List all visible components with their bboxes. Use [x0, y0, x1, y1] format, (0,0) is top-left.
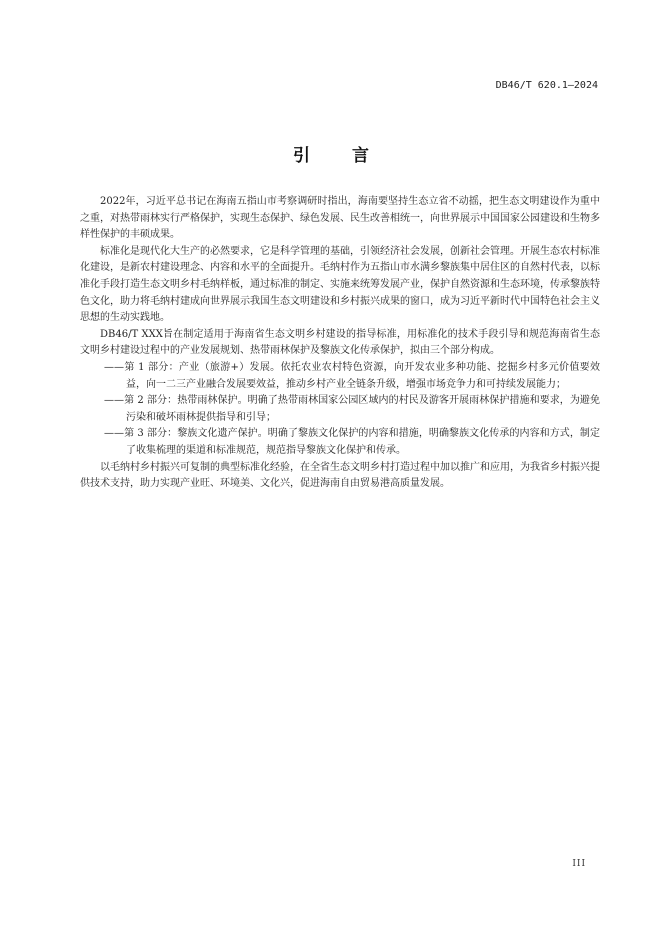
paragraph-4: 以毛纳村乡村振兴可复制的典型标准化经验，在全省生态文明乡村打造过程中加以推广和应用，为我省乡村振兴提供技术支持，助力实现产业旺、环境美、文化兴，促进海南自由贸易港高质量发展。 [80, 461, 600, 490]
page-title [0, 141, 662, 166]
paragraph-1: 2022年，习近平总书记在海南五指山市考察调研时指出，海南要坚持生态立省不动摇，把生态文明建设作为重中之重，对热带雨林实行严格保护，实现生态保护、绿色发展、民生改善相统一，向世界展示中国国家公园建设和生物多样性保护的丰硕成果。 [80, 196, 600, 241]
document-code: DB46/T 620.1—2024 [495, 80, 598, 91]
part-1-item: ——第 1 部分：产业（旅游+）发展。依托农业农村特色资源，向开发农业多种功能、挖掘乡村多元价值要效益，向一二三产业融合发展要效益，推动乡村产业全链条升级，增强市场竞争力和可持续发展能力； [104, 361, 600, 390]
paragraph-3: DB46/T XXX旨在制定适用于海南省生态文明乡村建设的指导标准，用标准化的技术手段引导和规范海南省生态文明乡村建设过程中的产业发展规划、热带雨林保护及黎族文化传承保护，拟由三个部分构成。 [80, 328, 600, 357]
title-char-2: 言 [352, 146, 369, 166]
paragraph-2: 标准化是现代化大生产的必然要求，它是科学管理的基础，引领经济社会发展，创新社会管理。开展生态农村标准化建设，是新农村建设理念、内容和水平的全面提升。毛纳村作为五指山市水满乡黎族集中居住区的自然村代表，以标准化手段打造生态文明乡村毛纳样板，通过标准的制定、实施来统筹发展产业，保护自然资源和生态环境，传承黎族特色文化，助力将毛纳村建成向世界展示我国生态文明建设和乡村振兴成果的窗口，成为习近平新时代中国特色社会主义思想的生动实践地。 [80, 245, 600, 324]
title-char-1: 引 [293, 146, 310, 166]
part-2-item: ——第 2 部分：热带雨林保护。明确了热带雨林国家公园区域内的村民及游客开展雨林保护措施和要求，为避免污染和破坏雨林提供指导和引导； [104, 395, 600, 423]
part-3-item: ——第 3 部分：黎族文化遗产保护。明确了黎族文化保护的内容和措施，明确黎族文化传承的内容和方式，制定了收集梳理的渠道和标准规范，规范指导黎族文化保护和传承。 [104, 428, 600, 456]
introduction-body [80, 194, 600, 493]
page-number: III [572, 859, 586, 869]
